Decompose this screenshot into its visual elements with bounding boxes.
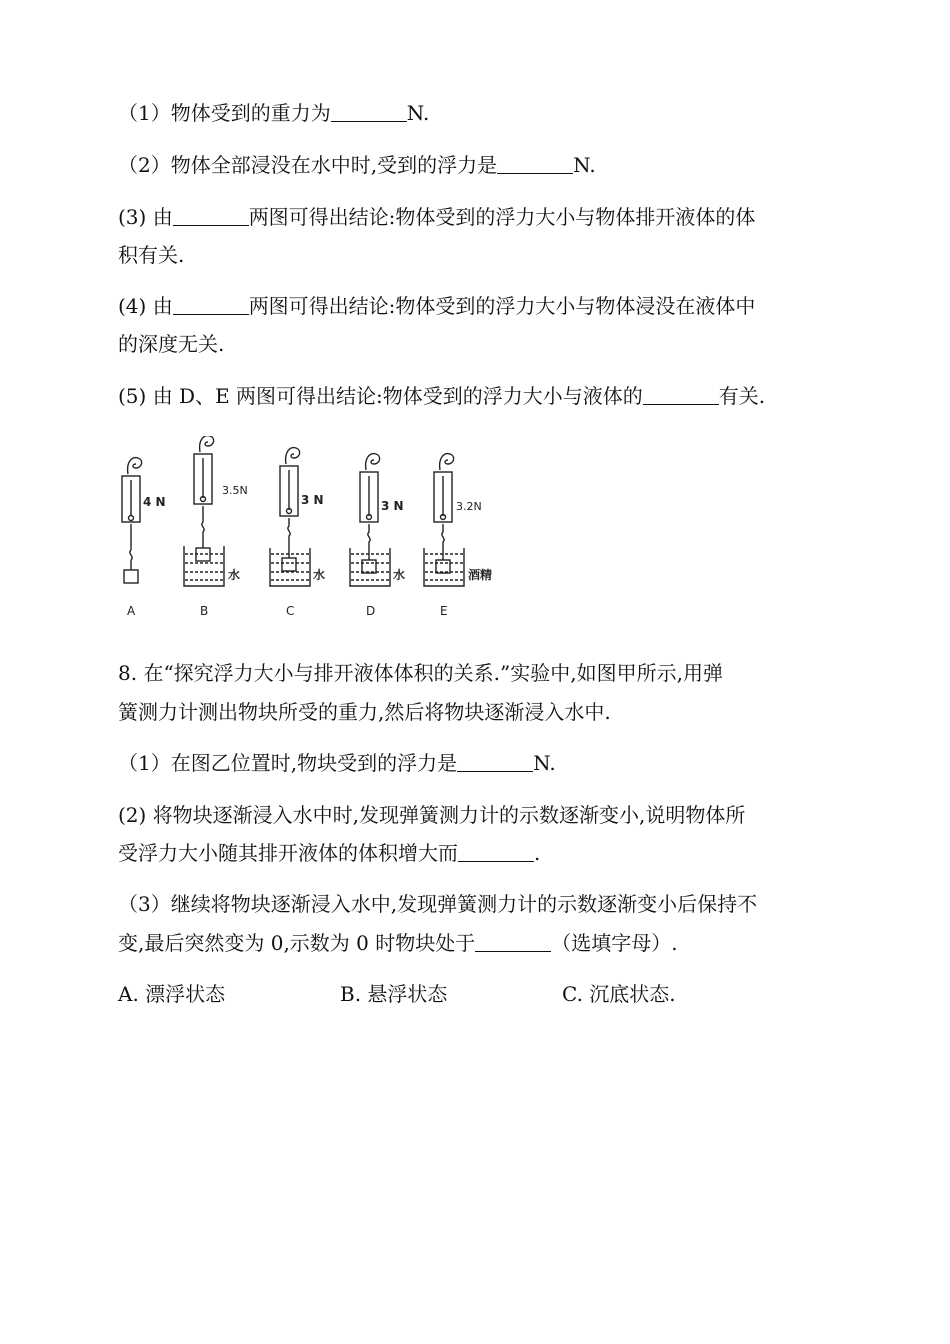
q8-part-3-line-1: （3）继续将物块逐渐浸入水中,发现弹簧测力计的示数逐渐变小后保持不	[118, 892, 758, 916]
q7-part-2-unit: N.	[573, 153, 596, 177]
answer-blank[interactable]	[331, 101, 407, 122]
reading-d: 3 N	[381, 499, 404, 513]
q7-part-1-text: （1）物体受到的重力为	[118, 101, 331, 125]
q8-part-2-line-1: (2) 将物块逐渐浸入水中时,发现弹簧测力计的示数逐渐变小,说明物体所	[118, 803, 746, 827]
spring-scale-a	[122, 458, 142, 583]
q8-stem-line-1: 8. 在“探究浮力大小与排开液体体积的关系.”实验中,如图甲所示,用弹	[118, 661, 723, 685]
q7-part-4-text: (4) 由	[118, 294, 173, 318]
spring-scale-b	[184, 436, 224, 586]
answer-blank[interactable]	[497, 153, 573, 174]
answer-blank[interactable]	[457, 751, 533, 772]
q8-part-1	[118, 749, 556, 777]
liquid-label-e: 酒精	[468, 568, 493, 582]
figure-label-c: C	[286, 604, 295, 618]
q7-part-4-text-2: 两图可得出结论:物体受到的浮力大小与物体浸没在液体中	[248, 294, 756, 318]
answer-blank[interactable]	[173, 294, 249, 315]
q8-part-3-hint: （选填字母）.	[551, 931, 678, 955]
q8-part-3-line-2	[118, 929, 678, 957]
answer-blank[interactable]	[173, 205, 249, 226]
spring-scale-c	[270, 448, 310, 586]
figure-label-b: B	[200, 604, 209, 618]
q8-part-2-line-2	[118, 839, 540, 867]
q8-part-1-text: （1）在图乙位置时,物块受到的浮力是	[118, 751, 458, 775]
q7-part-2	[118, 151, 596, 179]
q8-part-3-text: 变,最后突然变为 0,示数为 0 时物块处于	[118, 931, 476, 955]
q8-part-1-unit: N.	[533, 751, 556, 775]
answer-blank[interactable]	[458, 841, 534, 862]
q7-part-3-text-2: 两图可得出结论:物体受到的浮力大小与物体排开液体的体	[248, 205, 756, 229]
q7-part-3-continued: 积有关.	[118, 243, 185, 267]
block-d	[362, 560, 376, 573]
liquid-label-b: 水	[228, 568, 241, 582]
figure-label-a: A	[127, 604, 136, 618]
option-c[interactable]: C. 沉底状态.	[562, 982, 676, 1006]
q7-part-1	[118, 99, 429, 127]
answer-blank[interactable]	[475, 931, 551, 952]
reading-e: 3.2N	[456, 500, 482, 513]
block-a	[124, 570, 138, 583]
q7-part-2-text: （2）物体全部浸没在水中时,受到的浮力是	[118, 153, 498, 177]
reading-b: 3.5N	[222, 484, 248, 497]
q8-part-2-text: 受浮力大小随其排开液体的体积增大而	[118, 841, 458, 865]
q8-part-2-end: .	[534, 841, 541, 865]
q8-stem-line-2: 簧测力计测出物块所受的重力,然后将物块逐渐浸入水中.	[118, 700, 611, 724]
q7-part-5-text: (5) 由 D、E 两图可得出结论:物体受到的浮力大小与液体的	[118, 384, 643, 408]
answer-blank[interactable]	[643, 384, 719, 405]
liquid-label-c: 水	[313, 568, 326, 582]
liquid-label-d: 水	[393, 568, 406, 582]
figure-label-d: D	[366, 604, 376, 618]
spring-scale-e	[424, 454, 464, 586]
q7-part-4	[118, 292, 755, 320]
option-a[interactable]: A. 漂浮状态	[118, 982, 226, 1006]
q7-part-4-continued: 的深度无关.	[118, 332, 225, 356]
q7-part-5-text-2: 有关.	[718, 384, 766, 408]
reading-a: 4 N	[143, 495, 166, 509]
option-b[interactable]: B. 悬浮状态	[340, 982, 448, 1006]
q7-part-5	[118, 382, 765, 410]
spring-scale-d	[350, 454, 390, 586]
q7-part-3-text: (3) 由	[118, 205, 173, 229]
q7-part-1-unit: N.	[406, 101, 430, 125]
reading-c: 3 N	[301, 493, 324, 507]
q8-options	[118, 980, 738, 1008]
figure-label-e: E	[440, 604, 448, 618]
block-c	[282, 558, 296, 571]
block-e	[436, 560, 450, 573]
q7-part-3	[118, 203, 755, 231]
experiment-figure	[118, 436, 508, 622]
